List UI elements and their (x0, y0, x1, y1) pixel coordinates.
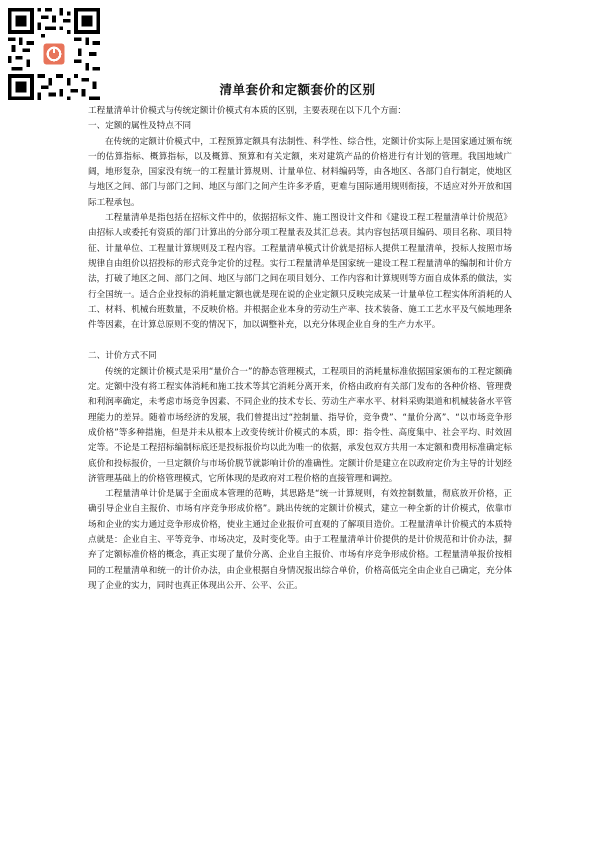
document-body (88, 104, 512, 594)
intro-paragraph: 工程量清单计价模式与传统定额计价模式有本质的区别，主要表现在以下几个方面： (88, 106, 406, 116)
section-1-paragraph-1: 在传统的定额计价模式中，工程预算定额具有法制性、科学性、综合性，定额计价实际上是国家通过颁布统一的估算指标、概算指标，以及概算、预算和有关定额，来对建筑产品的价格进行有计划的管理。我国地域广阔，地形复杂，国家没有统一的工程量计算规则、计量单位、材料编码等，由各地区、各部门自行制定，使地区与地区之间、部门与部门之间、地区与部门之间产生许多矛盾，更难与国际通用规则衔接，不适应对外开放和国际工程承包。 (88, 136, 512, 208)
section-1-paragraph-2: 工程量清单是指包括在招标文件中的，依据招标文件、施工图设计文件和《建设工程工程量清单计价规范》由招标人或委托有资质的部门计算出的分部分项工程量表及其汇总表。其内容包括项目编码、项目名称、项目特征、计量单位、工程量计算规则及工程内容。工程量清单模式计价就是招标人提供工程量清单，投标人按照市场规律自由组价以招投标的形式竞争定价的过程。实行工程量清单是国家统一建设工程工程量清单的编制和计价方法，打破了地区之间、部门之间、地区与部门之间在项目划分、工作内容和计算规则等方面自成体系的做法，实行全国统一。适合企业投标的消耗量定额也就是现在说的企业定额只反映完成某一计量单位工程实体所消耗的人工、材料、机械台班数量，不反映价格。并根据企业本身的劳动生产率、技术装备、施工工艺水平及气候地理条件等因素，在计算总原则不变的情况下，加以调整补充，以充分体现企业自身的生产力水平。 (88, 213, 512, 331)
section-spacer (88, 333, 512, 349)
section-1-heading: 一、定额的属性及特点不同 (88, 121, 192, 132)
section-2-paragraph-1: 传统的定额计价模式是采用“量价合一”的静态管理模式，工程项目的消耗量标准依据国家颁布的工程定额确定。定额中没有将工程实体消耗和施工技术等其它消耗分离开来，价格由政府有关部门发布的各种价格、管理费和利润率确定，未考虑市场竞争因素、不同企业的技术专长、劳动生产率水平、材料采购渠道和机械装备水平管理能力的差异。随着市场经济的发展，我们曾提出过“控制量、指导价，竞争费”、“量价分离”、“以市场竞争形成价格”等多种措施，但是并未从根本上改变传统计价模式的本质，即：指令性、高度集中、社会平均、时效固定等。不论是工程招标编制标底还是投标报价均以此为唯一的依据，承发包双方共用一本定额和费用标准确定标底价和投标报价，一旦定额价与市场价脱节就影响计价的准确性。定额计价是建立在以政府定价为主导的计划经济管理基础上的价格管理模式，它所体现的是政府对工程价格的直接管理和调控。 (88, 366, 512, 484)
document-title: 清单套价和定额套价的区别 (219, 82, 376, 97)
section-2-paragraph-2: 工程量清单计价是属于全面成本管理的范畴，其思路是“统一计算规则，有效控制数量，彻底放开价格，正确引导企业自主报价、市场有序竞争形成价格”。跳出传统的定额计价模式，建立一种全新的计价模式，依靠市场和企业的实力通过竞争形成价格，使业主通过企业报价可直观的了解项目造价。工程量清单计价模式的本质特点就是：企业自主、平等竞争、市场决定，及时变化等。由于工程量清单计价提供的是计价规范和计价办法，摒弃了定额标准价格的概念，真正实现了量价分离、企业自主报价、市场有序竞争形成价格。工程量清单报价按相同的工程量清单和统一的计价办法，由企业根据自身情况报出综合单价，价格高低完全由企业自己确定，充分体现了企业的实力，同时也真正体现出公开、公平、公正。 (88, 489, 512, 591)
section-2-heading: 二、计价方式不同 (88, 351, 157, 362)
